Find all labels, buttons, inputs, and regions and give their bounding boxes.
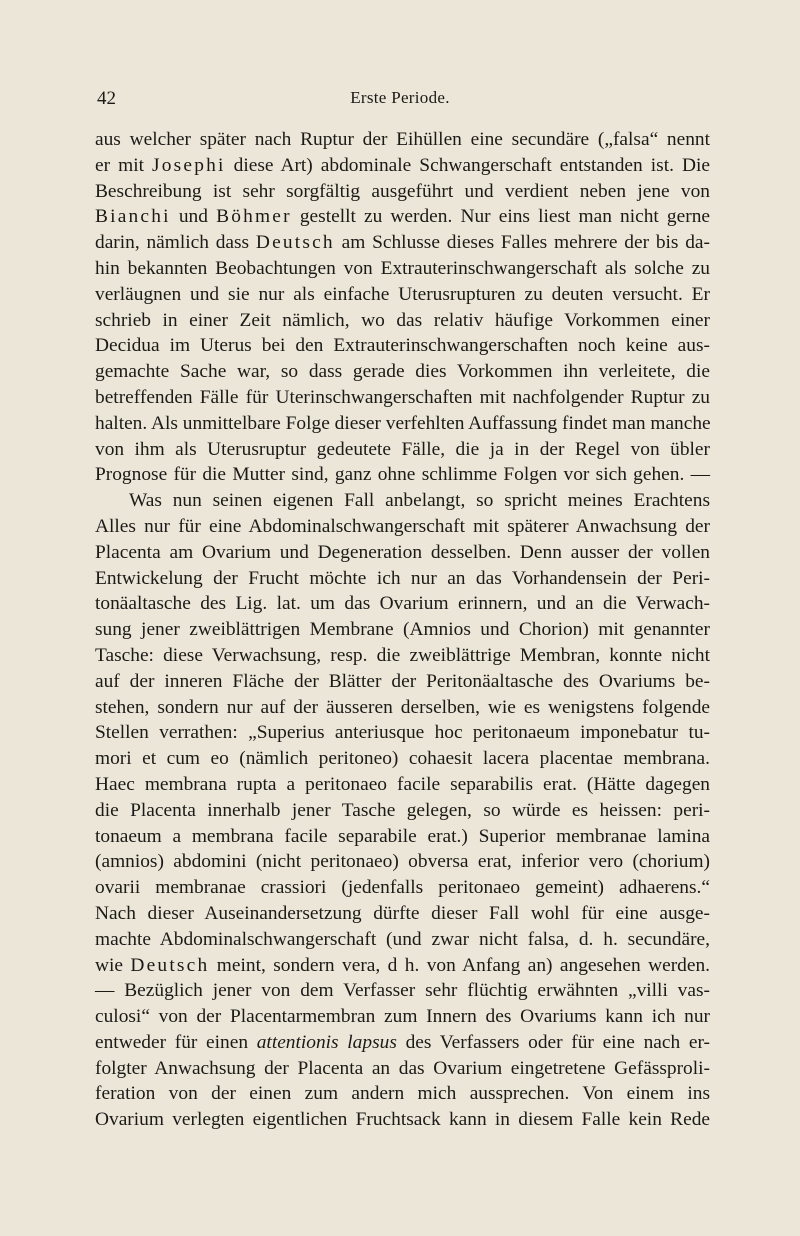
author-name: Deutsch xyxy=(130,954,210,976)
text-line xyxy=(95,953,710,979)
text-run: halten. Als unmittelbare Folge dieser verfehlten Auffassung findet man manche xyxy=(95,412,711,434)
text-line xyxy=(95,437,710,463)
italic-phrase: attentionis lapsus xyxy=(256,1031,397,1053)
text-run: mori et cum eo (nämlich peritoneo) cohaesit lacera placentae membrana. xyxy=(95,748,710,770)
text-line xyxy=(95,746,710,772)
text-run: Beschreibung ist sehr sorgfältig ausgeführt und verdient neben jene von xyxy=(95,180,710,202)
text-line xyxy=(95,359,710,385)
text-run: sung jener zweiblättrigen Membrane (Amnios und Chorion) mit genannter xyxy=(95,619,710,641)
text-line xyxy=(95,256,710,282)
text-run: auf der inneren Fläche der Blätter der Peritonäaltasche des Ovariums be- xyxy=(95,670,710,692)
text-run: Alles nur für eine Abdominalschwangerschaft mit späterer Anwachsung der xyxy=(95,515,710,537)
text-run: — Bezüglich jener von dem Verfasser sehr flüchtig erwähnten „villi vas- xyxy=(95,980,710,1002)
text-run: er mit xyxy=(95,154,153,176)
text-run: Stellen verrathen: „Superius anteriusque hoc peritonaeum imponebatur tu- xyxy=(95,722,710,744)
text-line xyxy=(95,978,710,1004)
text-line xyxy=(95,772,710,798)
text-run: wie xyxy=(95,954,131,976)
body-text xyxy=(95,127,710,1133)
text-line xyxy=(95,566,710,592)
text-run: diese Art) abdominale Schwangerschaft entstanden ist. Die xyxy=(225,154,710,176)
text-run: verläugnen und sie nur als einfache Uterusrupturen zu deuten versucht. Er xyxy=(95,283,710,305)
text-run: die Placenta innerhalb jener Tasche gelegen, so würde es heissen: peri- xyxy=(95,799,710,821)
text-run: am Schlusse dieses Falles mehrere der bis da- xyxy=(334,232,711,254)
text-line xyxy=(95,540,710,566)
text-line xyxy=(95,127,710,153)
text-line xyxy=(95,824,710,850)
text-line xyxy=(95,927,710,953)
text-line xyxy=(95,230,710,256)
author-name: Deutsch xyxy=(255,232,335,254)
text-run: ovarii membranae crassiori (jedenfalls peritonaeo gemeint) adhaerens.“ xyxy=(95,877,710,899)
text-run: tonaeum a membrana facile separabile erat.) Superior membranae lamina xyxy=(95,825,710,847)
text-line xyxy=(95,1081,710,1107)
text-line xyxy=(95,591,710,617)
text-line xyxy=(95,695,710,721)
text-run: hin bekannten Beobachtungen von Extrauterinschwangerschaft als solche zu xyxy=(95,257,710,279)
text-line xyxy=(95,643,710,669)
text-line xyxy=(95,179,710,205)
text-run: culosi“ von der Placentarmembran zum Innern des Ovariums kann ich nur xyxy=(95,1006,710,1028)
author-name: Böhmer xyxy=(216,206,292,228)
text-line xyxy=(95,282,710,308)
text-run: Nach dieser Auseinandersetzung dürfte dieser Fall wohl für eine ausge- xyxy=(95,902,710,924)
text-run: des Verfassers oder für eine nach er- xyxy=(396,1031,710,1053)
text-run: darin, nämlich dass xyxy=(95,232,256,254)
text-line xyxy=(95,798,710,824)
page-number: 42 xyxy=(97,88,116,109)
author-name: Josephi xyxy=(152,154,226,176)
text-run: und xyxy=(170,206,217,228)
text-line xyxy=(95,669,710,695)
text-line xyxy=(95,1107,710,1133)
text-line xyxy=(95,901,710,927)
text-run: Was nun seinen eigenen Fall anbelangt, so spricht meines Erachtens xyxy=(129,490,710,512)
text-run: stehen, sondern nur auf der äusseren derselben, wie es wenigstens folgende xyxy=(95,696,710,718)
text-run: betreffenden Fälle für Uterinschwangerschaften mit nachfolgender Ruptur zu xyxy=(95,386,710,408)
text-line xyxy=(95,1030,710,1056)
text-line xyxy=(95,1004,710,1030)
text-run: Decidua im Uterus bei den Extrauterinschwangerschaften noch keine aus- xyxy=(95,335,710,357)
text-run: Ovarium verlegten eigentlichen Fruchtsack kann in diesem Falle kein Rede xyxy=(95,1109,710,1131)
text-run: Entwickelung der Frucht möchte ich nur an das Vorhandensein der Peri- xyxy=(95,567,710,589)
text-line xyxy=(95,488,710,514)
text-line xyxy=(95,875,710,901)
text-line xyxy=(95,720,710,746)
running-head: Erste Periode. xyxy=(350,88,450,107)
text-run: feration von der einen zum andern mich aussprechen. Von einem ins xyxy=(95,1083,710,1105)
text-line xyxy=(95,411,710,437)
text-run: gestellt zu werden. Nur eins liest man nicht gerne xyxy=(291,206,710,228)
text-line xyxy=(95,308,710,334)
text-run: Placenta am Ovarium und Degeneration desselben. Denn ausser der vollen xyxy=(95,541,710,563)
text-line xyxy=(95,333,710,359)
text-run: aus welcher später nach Ruptur der Eihüllen eine secundäre („falsa“ nennt xyxy=(95,129,710,150)
text-line xyxy=(95,514,710,540)
text-run: machte Abdominalschwangerschaft (und zwar nicht falsa, d. h. secundäre, xyxy=(95,928,710,950)
text-run: schrieb in einer Zeit nämlich, wo das relativ häufige Vorkommen einer xyxy=(95,309,710,331)
text-run: von ihm als Uterusruptur gedeutete Fälle, die ja in der Regel von übler xyxy=(95,438,710,460)
text-line xyxy=(95,617,710,643)
text-run: (amnios) abdomini (nicht peritonaeo) obversa erat, inferior vero (chorium) xyxy=(95,851,710,873)
text-line xyxy=(95,849,710,875)
text-run: gemachte Sache war, so dass gerade dies Vorkommen ihn verleitete, die xyxy=(95,361,710,383)
text-run: Tasche: diese Verwachsung, resp. die zweiblättrige Membran, konnte nicht xyxy=(95,644,710,666)
text-line xyxy=(95,153,710,179)
text-run: meint, sondern vera, d h. von Anfang an) angesehen werden. xyxy=(209,954,710,976)
text-line xyxy=(95,1056,710,1082)
author-name: Bianchi xyxy=(95,206,171,228)
text-line xyxy=(95,204,710,230)
text-line xyxy=(95,385,710,411)
page-header xyxy=(0,88,800,112)
text-run: Haec membrana rupta a peritonaeo facile separabilis erat. (Hätte dagegen xyxy=(95,773,710,795)
text-line xyxy=(95,462,710,488)
text-run: tonäaltasche des Lig. lat. um das Ovarium erinnern, und an die Verwach- xyxy=(95,593,710,615)
text-run: entweder für einen xyxy=(95,1031,257,1053)
text-run: Prognose für die Mutter sind, ganz ohne schlimme Folgen vor sich gehen. — xyxy=(95,464,710,486)
text-run: folgter Anwachsung der Placenta an das Ovarium eingetretene Gefässproli- xyxy=(95,1057,710,1079)
